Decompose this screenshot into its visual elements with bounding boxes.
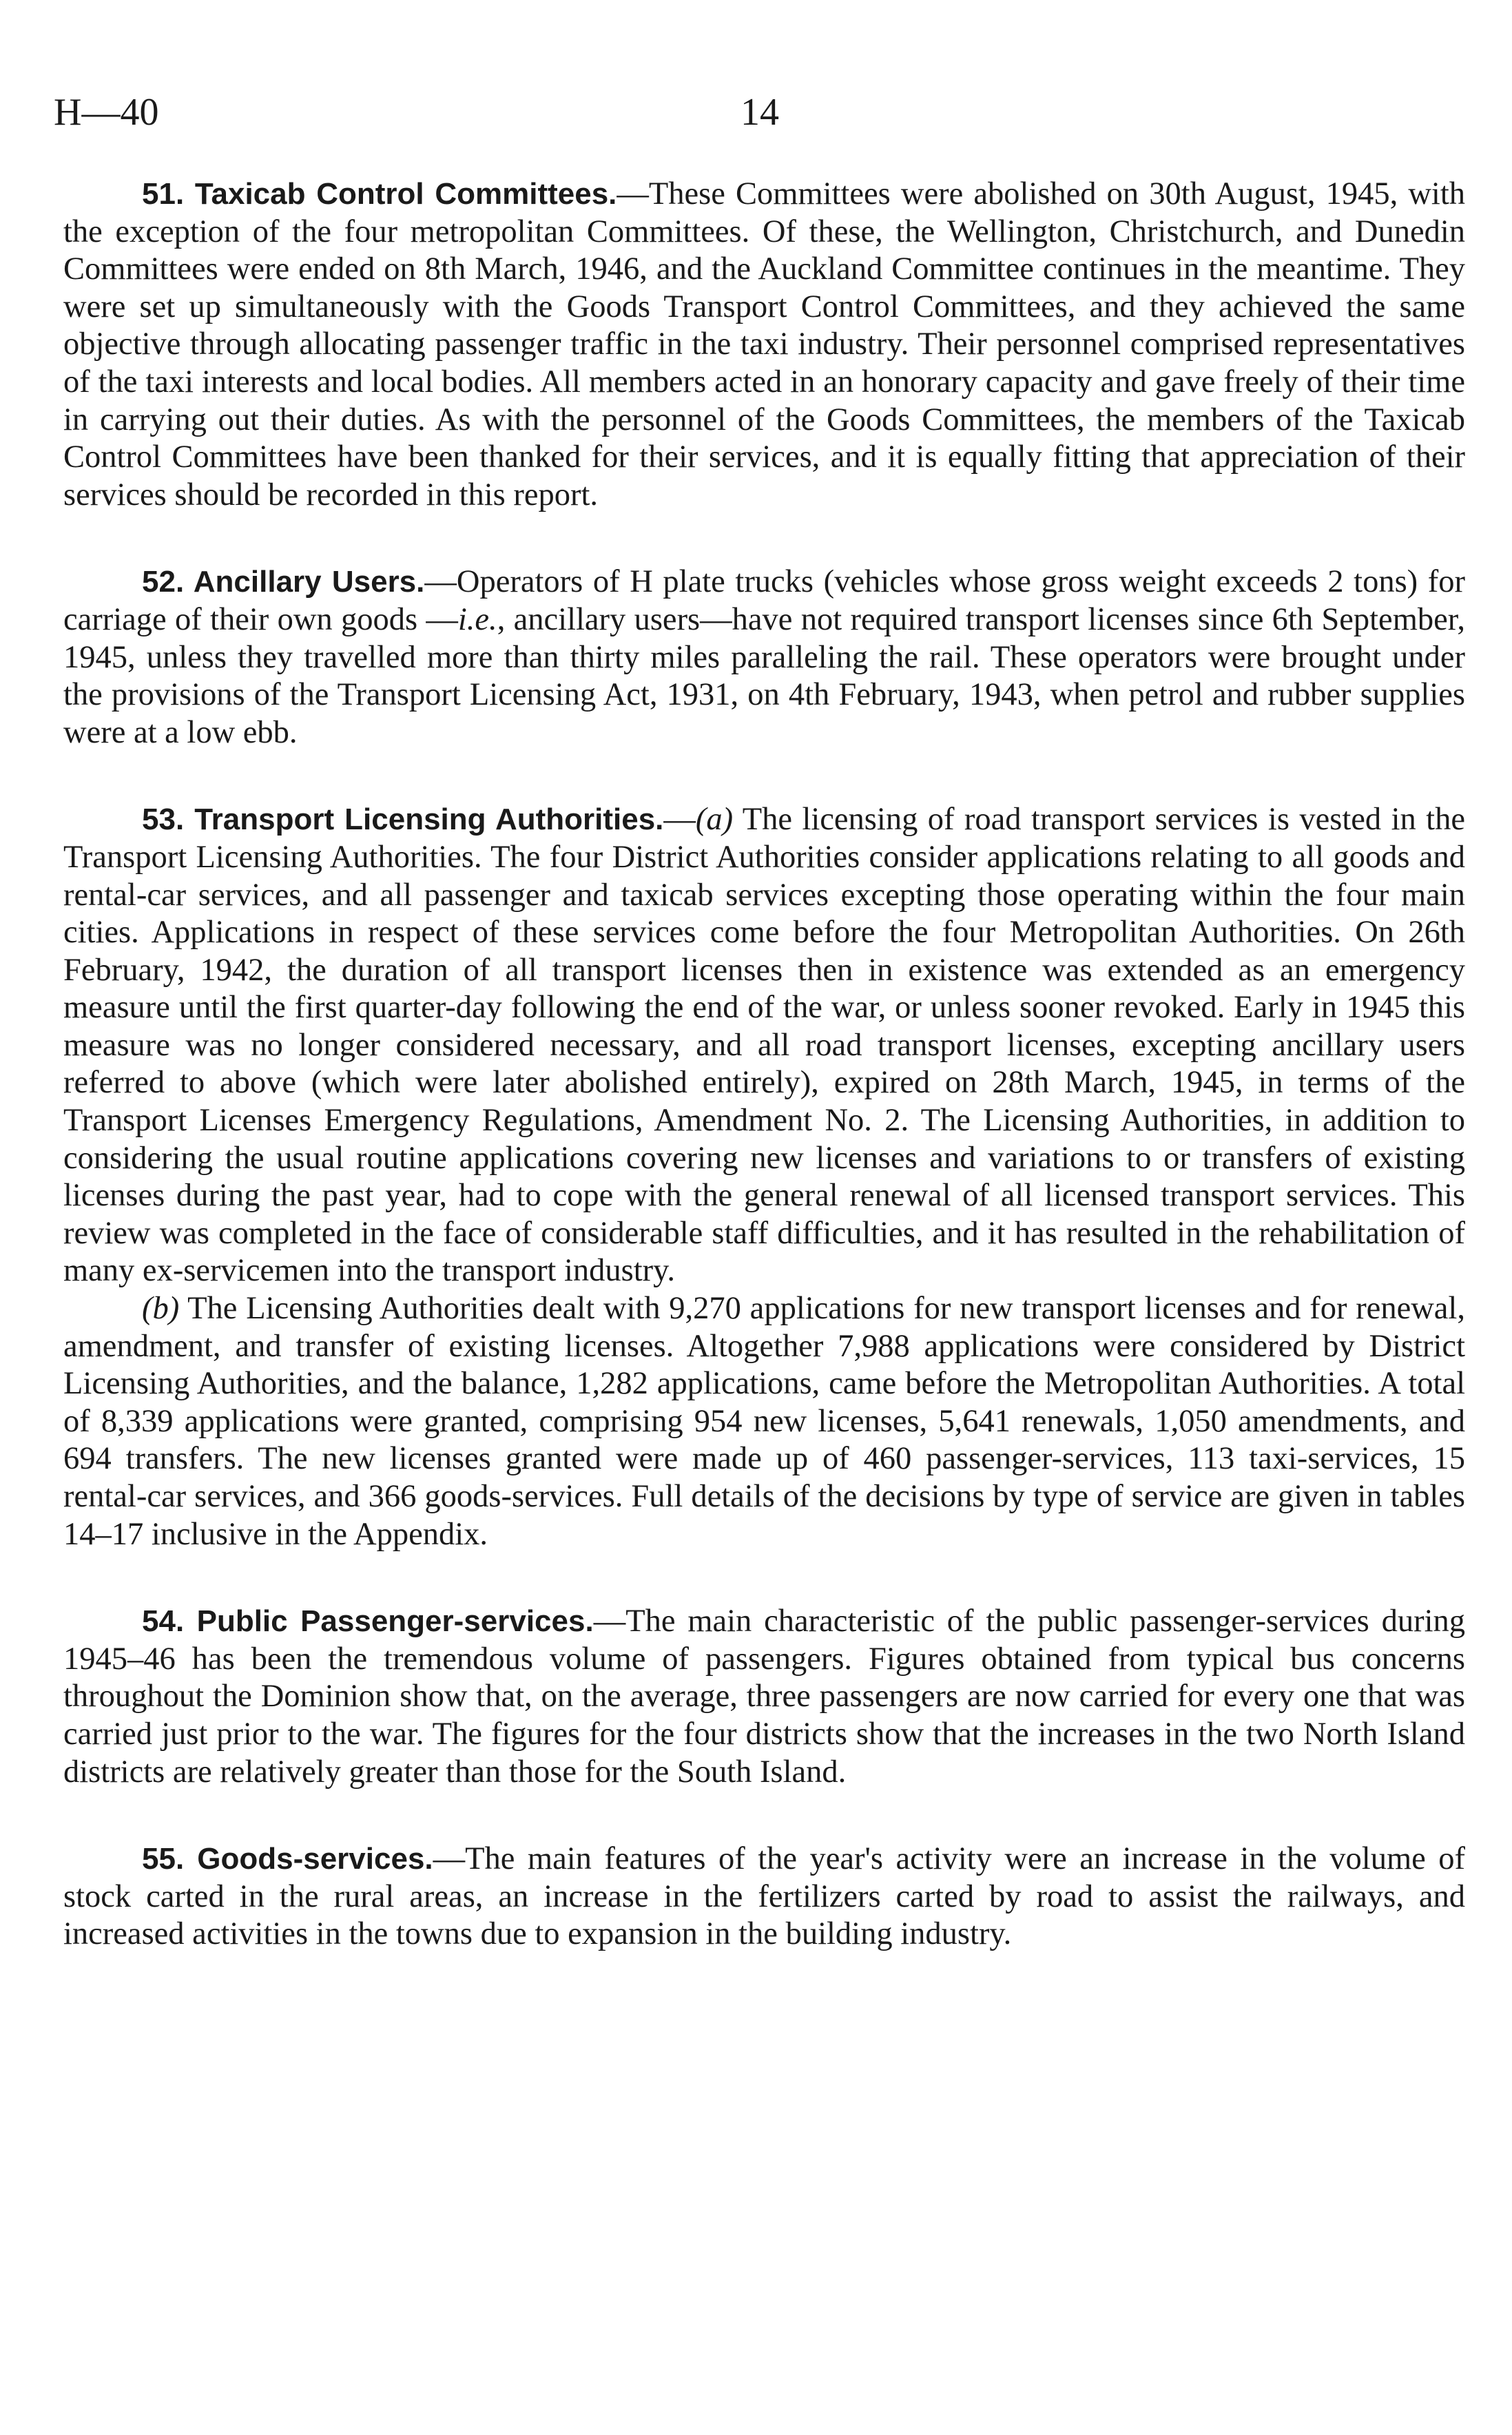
section-55-text: —The main features of the year's activity were an increase in the volume of stock carted in the rural areas, an increase in the fertilizers carted by road to assist the railways, and increased activities in the towns due to expansion in the building industry. <box>63 1841 1465 1952</box>
section-54 <box>63 1603 1465 1791</box>
body-text <box>63 176 1465 1954</box>
section-53-a: 53. Transport Licensing Authorities.—(a) The licensing of road transport services is vested in the Transport Licensing Authorities. The four District Authorities consider applications relating to all goods and rental-car services, and all passenger and taxicab services excepting those operating within the four main cities. Applications in respect of these services come before the four Metropolitan Authorities. On 26th February, 1942, the duration of all transport licenses then in existence was extended as an emergency measure until the first quarter-day following the end of the war, or unless sooner revoked. Early in 1945 this measure was no longer considered necessary, and all road transport licenses, excepting ancillary users referred to above (which were later abolished entirely), expired on 28th March, 1945, in terms of the Transport Licenses Emergency Regulations, Amendment No. 2. The Licensing Authorities, in addition to considering the usual routine applications covering new licenses and variations to or transfers of existing licenses during the past year, had to cope with the general renewal of all licensed transport services. This review was completed in the face of considerable staff difficulties, and it has resulted in the rehabilitation of many ex-servicemen into the transport industry. <box>63 802 1465 1289</box>
section-54-heading <box>142 1604 594 1638</box>
section-53-title: Transport Licensing Authorities. <box>194 802 664 837</box>
page-number: 14 <box>741 91 779 134</box>
section-55-title: Goods-services. <box>197 1842 433 1876</box>
section-53-text-a: The licensing of road transport services is vested in the Transport Licensing Authorities. The four District Authorities consider applications relating to all goods and rental-car services, and all passenger and taxicab services excepting those operating within the four main cities. Applications in respect of these services come before the four Metropolitan Authorities. On 26th February, 1942, the duration of all transport licenses then in existence was extended as an emergency measure until the first quarter-day following the end of the war, or unless sooner revoked. Early in 1945 this measure was no longer considered necessary, and all road transport licenses, excepting ancillary users referred to above (which were later abolished entirely), expired on 28th March, 1945, in terms of the Transport Licenses Emergency Regulations, Amendment No. 2. The Licensing Authorities, in addition to considering the usual routine applications covering new licenses and variations to or transfers of existing licenses during the past year, had to cope with the general renewal of all licensed transport services. This review was completed in the face of considerable staff difficulties, and it has resulted in the rehabilitation of many ex-servicemen into the transport industry. <box>63 802 1465 1289</box>
section-51 <box>63 176 1465 514</box>
section-53-heading <box>142 802 663 836</box>
section-54-text: —The main characteristic of the public passenger-services during 1945–46 has been the tremendous volume of passengers. Figures obtained from typical bus concerns throughout the Dominion show that, on the average, three passengers are now carried for every one that was carried just prior to the war. The figures for the four districts show that the increases in the two North Island districts are relatively greater than those for the South Island. <box>63 1604 1465 1790</box>
section-55-heading <box>142 1842 433 1876</box>
section-52-text-after: , ancillary users—have not required transport licenses since 6th September, 1945, unless they travelled more than thirty miles paralleling the rail. These operators were brought under the provisions of the Transport Licensing Act, 1931, on 4th February, 1943, when petrol and rubber supplies were at a low ebb. <box>63 601 1465 750</box>
section-52-title: Ancillary Users. <box>193 565 425 599</box>
page-header <box>54 88 1466 136</box>
section-51-text: —These Committees were abolished on 30th August, 1945, with the exception of the four metropolitan Committees. Of these, the Wellington, Christchurch, and Dunedin Committees were ended on 8th March, 1946, and the Auckland Committee continues in the meantime. They were set up simultaneously with the Goods Transport Control Committees, and they achieved the same objective through allocating passenger traffic in the taxi industry. Their personnel comprised representatives of the taxi interests and local bodies. All members acted in an honorary capacity and gave freely of their time in carrying out their duties. As with the personnel of the Goods Committees, the members of the Taxicab Control Committees have been thanked for their services, and it is equally fitting that appreciation of their services should be recorded in this report. <box>63 176 1465 512</box>
section-52-text-before: —Operators of H plate trucks (vehicles whose gross weight exceeds 2 tons) for carriage of their own goods — <box>63 564 1465 637</box>
section-54-title: Public Passenger-services. <box>196 1604 594 1639</box>
section-53-label-a: (a) <box>695 802 734 838</box>
section-55-number: 55. <box>142 1842 185 1876</box>
section-52 <box>63 563 1465 752</box>
section-53-number: 53. <box>142 802 185 837</box>
section-53-label-b: (b) <box>142 1291 180 1327</box>
section-55 <box>63 1841 1465 1954</box>
section-53-b <box>63 1290 1465 1553</box>
section-54-number: 54. <box>142 1604 185 1639</box>
section-52-number: 52. <box>142 565 185 599</box>
section-52-heading <box>142 565 424 599</box>
document-reference: H—40 <box>54 91 159 134</box>
section-51-heading <box>142 177 617 211</box>
section-53-text-b: The Licensing Authorities dealt with 9,270 applications for new transport licenses and for renewal, amendment, and transfer of existing licenses. Altogether 7,988 applications were considered by District Licensing Authorities, and the balance, 1,282 applications, came before the Metropolitan Authorities. A total of 8,339 applications were granted, comprising 954 new licenses, 5,641 renewals, 1,050 amendments, and 694 transfers. The new licenses granted were made up of 460 passenger-services, 113 taxi-services, 15 rental-car services, and 366 goods-services. Full details of the decisions by type of service are given in tables 14–17 inclusive in the Appendix. <box>63 1291 1465 1552</box>
section-51-title: Taxicab Control Committees. <box>194 177 617 211</box>
section-51-number: 51. <box>142 177 185 211</box>
section-52-italic-term: i.e. <box>457 601 497 637</box>
